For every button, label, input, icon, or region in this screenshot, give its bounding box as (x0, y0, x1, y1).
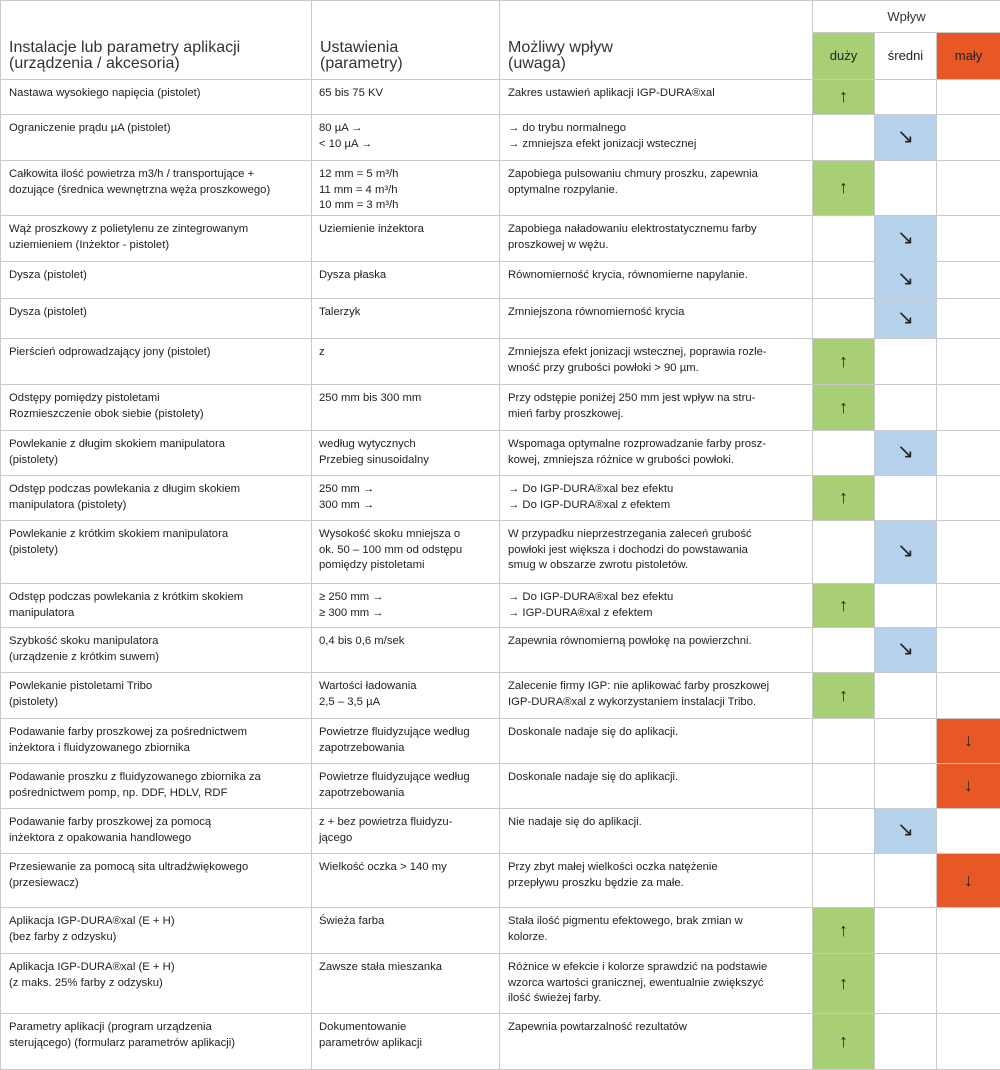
impact-cell-sredni (875, 262, 937, 299)
impact-cell-duzy (813, 339, 875, 385)
param-cell-line: uziemieniem (Inżektor - pistolet) (9, 238, 305, 254)
setting-cell-line: ≥ 300 mm → (319, 606, 493, 622)
impact-cell-duzy (813, 80, 875, 115)
effect-cell-line: kowej, zmniejsza różnice w grubości powłoki. (508, 453, 806, 469)
impact-arrow-icon: ↓ (937, 854, 1000, 907)
setting-cell (312, 764, 500, 809)
effect-cell (500, 262, 813, 299)
effect-cell (500, 764, 813, 809)
impact-cell-sredni (875, 339, 937, 385)
impact-arrow-icon: ↑ (813, 385, 874, 430)
effect-cell (500, 80, 813, 115)
impact-cell-maly (937, 584, 1000, 628)
impact-arrow-icon: ↑ (813, 80, 874, 114)
setting-cell-line: Zawsze stała mieszanka (319, 960, 493, 976)
param-cell-line: sterującego) (formularz parametrów aplikacji) (9, 1036, 305, 1052)
setting-cell-line: parametrów aplikacji (319, 1036, 493, 1052)
param-cell-line: Parametry aplikacji (program urządzenia (9, 1020, 305, 1036)
setting-cell-line: Wartości ładowania (319, 679, 493, 695)
impact-cell-maly (937, 339, 1000, 385)
setting-cell-line: Powietrze fluidyzujące według (319, 725, 493, 741)
effect-cell-line: powłoki jest większa i dochodzi do powstawania (508, 543, 806, 559)
effect-cell (500, 216, 813, 262)
param-cell-line: (pistolety) (9, 695, 305, 711)
param-cell-line: (pistolety) (9, 543, 305, 559)
setting-cell (312, 431, 500, 476)
effect-cell-line: Doskonale nadaje się do aplikacji. (508, 725, 806, 741)
param-cell (1, 954, 312, 1014)
effect-cell (500, 476, 813, 521)
impact-cell-duzy (813, 954, 875, 1014)
table-row (1, 216, 1000, 262)
setting-cell-line: Uziemienie inżektora (319, 222, 493, 238)
param-cell-line: inżektora i fluidyzowanego zbiornika (9, 741, 305, 757)
effect-cell-line: Zmniejszona równomierność krycia (508, 305, 806, 321)
table-row (1, 764, 1000, 809)
setting-cell-line: Wielkość oczka > 140 my (319, 860, 493, 876)
impact-cell-sredni (875, 584, 937, 628)
param-cell-line: manipulatora (9, 606, 305, 622)
effect-cell-line: optymalne rozpylanie. (508, 183, 806, 199)
effect-cell (500, 299, 813, 339)
effect-cell-line: Zalecenie firmy IGP: nie aplikować farby proszkowej (508, 679, 806, 695)
table-row (1, 80, 1000, 115)
effect-cell-line: → Do IGP-DURA®xal z efektem (508, 498, 806, 514)
effect-cell-line: Nie nadaje się do aplikacji. (508, 815, 806, 831)
effect-cell-line: → Do IGP-DURA®xal bez efektu (508, 590, 806, 606)
effect-cell-line: → zmniejsza efekt jonizacji wstecznej (508, 137, 806, 153)
effect-cell-line: → do trybu normalnego (508, 121, 806, 137)
impact-cell-sredni (875, 521, 937, 584)
param-cell-line: Aplikacja IGP-DURA®xal (E + H) (9, 960, 305, 976)
param-cell-line: Ograniczenie prądu µA (pistolet) (9, 121, 305, 137)
setting-cell (312, 339, 500, 385)
param-cell-line: Dysza (pistolet) (9, 305, 305, 321)
impact-arrow-icon: ↘ (875, 431, 936, 475)
table-row (1, 262, 1000, 299)
param-cell-line: dozujące (średnica wewnętrzna węża proszkowego) (9, 183, 305, 199)
setting-cell-line: ≥ 250 mm → (319, 590, 493, 606)
effect-cell-line: wzorca wartości granicznej, ewentualnie zwiększyć (508, 976, 806, 992)
impact-cell-duzy (813, 262, 875, 299)
setting-cell (312, 161, 500, 216)
impact-cell-maly (937, 476, 1000, 521)
setting-cell (312, 80, 500, 115)
impact-cell-duzy (813, 584, 875, 628)
param-cell-line: Powlekanie z długim skokiem manipulatora (9, 437, 305, 453)
effect-cell-line: Równomierność krycia, równomierne napylanie. (508, 268, 806, 284)
param-cell-line: Odstęp podczas powlekania z długim skokiem (9, 482, 305, 498)
effect-cell (500, 339, 813, 385)
setting-cell-line: z (319, 345, 493, 361)
setting-cell-line: Talerzyk (319, 305, 493, 321)
setting-cell (312, 299, 500, 339)
param-cell-line: (przesiewacz) (9, 876, 305, 892)
impact-arrow-icon: ↘ (875, 299, 936, 338)
setting-cell-line: według wytycznych (319, 437, 493, 453)
param-cell (1, 628, 312, 673)
impact-cell-maly (937, 385, 1000, 431)
effect-cell (500, 809, 813, 854)
impact-arrow-icon: ↑ (813, 908, 874, 953)
effect-cell (500, 115, 813, 161)
impact-arrow-icon: ↑ (813, 476, 874, 520)
impact-arrow-icon: ↑ (813, 954, 874, 1013)
setting-cell-line: pomiędzy pistoletami (319, 558, 493, 574)
effect-cell-line: Stała ilość pigmentu efektowego, brak zmian w (508, 914, 806, 930)
param-cell (1, 1014, 312, 1070)
param-cell-line: Podawanie proszku z fluidyzowanego zbiornika za (9, 770, 305, 786)
param-cell-line: Dysza (pistolet) (9, 268, 305, 284)
setting-cell-line: 80 µA → (319, 121, 493, 137)
impact-arrow-icon: ↘ (875, 521, 936, 583)
impact-cell-maly (937, 431, 1000, 476)
effect-cell-line: Różnice w efekcie i kolorze sprawdzić na podstawie (508, 960, 806, 976)
impact-cell-maly (937, 262, 1000, 299)
impact-arrow-icon: ↘ (875, 628, 936, 672)
setting-cell (312, 115, 500, 161)
header-setting: Ustawienia (parametry) (312, 1, 500, 80)
setting-cell-line: jącego (319, 831, 493, 847)
table-row (1, 673, 1000, 719)
effect-cell-line: Zapobiega naładowaniu elektrostatycznemu farby (508, 222, 806, 238)
impact-cell-maly (937, 1014, 1000, 1070)
setting-cell-line: 0,4 bis 0,6 m/sek (319, 634, 493, 650)
param-cell-line: pośrednictwem pomp, np. DDF, HDLV, RDF (9, 786, 305, 802)
impact-cell-sredni (875, 80, 937, 115)
impact-cell-maly (937, 628, 1000, 673)
impact-arrow-icon: ↓ (937, 719, 1000, 763)
param-cell (1, 908, 312, 954)
table-row (1, 854, 1000, 908)
effect-cell-line: → IGP-DURA®xal z efektem (508, 606, 806, 622)
impact-cell-sredni (875, 115, 937, 161)
setting-cell (312, 954, 500, 1014)
setting-cell (312, 628, 500, 673)
impact-arrow-icon: ↘ (875, 262, 936, 298)
setting-cell (312, 584, 500, 628)
impact-cell-maly (937, 908, 1000, 954)
effect-cell (500, 719, 813, 764)
header-level-sredni: średni (875, 33, 937, 80)
table-row (1, 339, 1000, 385)
effect-cell-line: Wspomaga optymalne rozprowadzanie farby prosz- (508, 437, 806, 453)
impact-cell-duzy (813, 299, 875, 339)
impact-cell-sredni (875, 854, 937, 908)
impact-cell-maly (937, 521, 1000, 584)
setting-cell-line: 2,5 – 3,5 µA (319, 695, 493, 711)
setting-cell (312, 262, 500, 299)
setting-cell (312, 908, 500, 954)
param-cell (1, 431, 312, 476)
param-cell (1, 673, 312, 719)
param-cell-line: Przesiewanie za pomocą sita ultradźwiękowego (9, 860, 305, 876)
param-cell (1, 584, 312, 628)
effect-cell-line: → Do IGP-DURA®xal bez efektu (508, 482, 806, 498)
param-cell-line: Aplikacja IGP-DURA®xal (E + H) (9, 914, 305, 930)
setting-cell (312, 216, 500, 262)
setting-cell-line: Wysokość skoku mniejsza o (319, 527, 493, 543)
param-cell-line: Odstępy pomiędzy pistoletami (9, 391, 305, 407)
setting-cell-line: ok. 50 – 100 mm od odstępu (319, 543, 493, 559)
param-cell (1, 385, 312, 431)
param-cell (1, 262, 312, 299)
param-cell-line: Powlekanie pistoletami Tribo (9, 679, 305, 695)
param-cell-line: inżektora z opakowania handlowego (9, 831, 305, 847)
impact-cell-sredni (875, 908, 937, 954)
impact-cell-duzy (813, 476, 875, 521)
impact-cell-duzy (813, 673, 875, 719)
effect-cell-line: proszkowej w wężu. (508, 238, 806, 254)
table-row (1, 161, 1000, 216)
table-row (1, 584, 1000, 628)
impact-cell-sredni (875, 764, 937, 809)
impact-arrow-icon: ↑ (813, 339, 874, 384)
impact-arrow-icon: ↑ (813, 673, 874, 718)
effect-cell-line: Przy zbyt małej wielkości oczka natężenie (508, 860, 806, 876)
param-cell-line: Podawanie farby proszkowej za pośrednictwem (9, 725, 305, 741)
impact-cell-maly (937, 115, 1000, 161)
effect-cell-line: Zapobiega pulsowaniu chmury proszku, zapewnia (508, 167, 806, 183)
setting-cell-line: 10 mm = 3 m³/h (319, 198, 493, 214)
table-row (1, 628, 1000, 673)
impact-arrow-icon: ↓ (937, 764, 1000, 808)
impact-cell-maly (937, 854, 1000, 908)
table-row (1, 809, 1000, 854)
param-cell-line: Odstęp podczas powlekania z krótkim skokiem (9, 590, 305, 606)
impact-cell-duzy (813, 1014, 875, 1070)
impact-arrow-icon: ↑ (813, 1014, 874, 1069)
param-cell-line: manipulatora (pistolety) (9, 498, 305, 514)
effect-cell-line: W przypadku nieprzestrzegania zaleceń grubość (508, 527, 806, 543)
setting-cell-line: zapotrzebowania (319, 786, 493, 802)
table-row (1, 299, 1000, 339)
setting-cell (312, 854, 500, 908)
effect-cell-line: Przy odstępie poniżej 250 mm jest wpływ na stru- (508, 391, 806, 407)
table-row (1, 385, 1000, 431)
setting-cell-line: zapotrzebowania (319, 741, 493, 757)
impact-cell-duzy (813, 216, 875, 262)
impact-cell-duzy (813, 115, 875, 161)
param-cell-line: Całkowita ilość powietrza m3/h / transportujące + (9, 167, 305, 183)
param-cell-line: (pistolety) (9, 453, 305, 469)
impact-cell-sredni (875, 385, 937, 431)
table-row (1, 954, 1000, 1014)
impact-cell-maly (937, 161, 1000, 216)
effect-cell-line: smug w obszarze zwrotu pistoletów. (508, 558, 806, 574)
effect-cell-line: Zapewnia równomierną powłokę na powierzchni. (508, 634, 806, 650)
effect-cell-line: mień farby proszkowej. (508, 407, 806, 423)
setting-cell (312, 385, 500, 431)
effect-cell (500, 584, 813, 628)
impact-cell-duzy (813, 431, 875, 476)
effect-cell (500, 1014, 813, 1070)
effect-cell-line: Zakres ustawień aplikacji IGP-DURA®xal (508, 86, 806, 102)
impact-arrow-icon: ↘ (875, 216, 936, 261)
impact-cell-duzy (813, 764, 875, 809)
impact-cell-duzy (813, 385, 875, 431)
setting-cell-line: < 10 µA → (319, 137, 493, 153)
table-row (1, 115, 1000, 161)
param-cell (1, 339, 312, 385)
impact-cell-maly (937, 809, 1000, 854)
setting-cell-line: 250 mm → (319, 482, 493, 498)
impact-cell-sredni (875, 719, 937, 764)
impact-cell-sredni (875, 809, 937, 854)
setting-cell-line: Przebieg sinusoidalny (319, 453, 493, 469)
impact-cell-sredni (875, 431, 937, 476)
param-cell-line: (urządzenie z krótkim suwem) (9, 650, 305, 666)
header-impact-title: Wpływ (813, 1, 1000, 33)
impact-cell-duzy (813, 161, 875, 216)
effect-cell-line: kolorze. (508, 930, 806, 946)
impact-cell-duzy (813, 521, 875, 584)
header-level-duzy: duży (813, 33, 875, 80)
impact-cell-maly (937, 764, 1000, 809)
setting-cell (312, 673, 500, 719)
impact-arrow-icon: ↑ (813, 161, 874, 215)
header-level-maly: mały (937, 33, 1000, 80)
effect-cell-line: ilość świeżej farby. (508, 991, 806, 1007)
effect-cell-line: wność przy grubości powłoki > 90 µm. (508, 361, 806, 377)
param-cell-line: Nastawa wysokiego napięcia (pistolet) (9, 86, 305, 102)
impact-arrow-icon: ↘ (875, 115, 936, 160)
effect-cell (500, 908, 813, 954)
setting-cell (312, 1014, 500, 1070)
param-cell (1, 764, 312, 809)
setting-cell-line: Powietrze fluidyzujące według (319, 770, 493, 786)
effect-cell-line: IGP-DURA®xal z wykorzystaniem instalacji Tribo. (508, 695, 806, 711)
param-cell (1, 299, 312, 339)
table-row (1, 521, 1000, 584)
effect-cell-line: Zmniejsza efekt jonizacji wstecznej, poprawia rozle- (508, 345, 806, 361)
table-row (1, 719, 1000, 764)
header-param: Instalacje lub parametry aplikacji (urządzenia / akcesoria) (1, 1, 312, 80)
impact-cell-maly (937, 216, 1000, 262)
effect-cell (500, 161, 813, 216)
setting-cell-line: z + bez powietrza fluidyzu- (319, 815, 493, 831)
impact-cell-sredni (875, 954, 937, 1014)
impact-cell-duzy (813, 719, 875, 764)
param-cell (1, 719, 312, 764)
param-cell-line: Wąż proszkowy z polietylenu ze zintegrowanym (9, 222, 305, 238)
impact-cell-maly (937, 673, 1000, 719)
param-cell-line: Szybkość skoku manipulatora (9, 634, 305, 650)
setting-cell-line: Dokumentowanie (319, 1020, 493, 1036)
effect-cell (500, 854, 813, 908)
effect-cell-line: Doskonale nadaje się do aplikacji. (508, 770, 806, 786)
impact-cell-sredni (875, 299, 937, 339)
effect-cell-line: Zapewnia powtarzalność rezultatów (508, 1020, 806, 1036)
param-cell (1, 80, 312, 115)
impact-cell-sredni (875, 628, 937, 673)
param-cell-line: Podawanie farby proszkowej za pomocą (9, 815, 305, 831)
param-cell-line: Pierścień odprowadzający jony (pistolet) (9, 345, 305, 361)
effect-cell (500, 628, 813, 673)
param-cell-line: (z maks. 25% farby z odzysku) (9, 976, 305, 992)
param-cell-line: Rozmieszczenie obok siebie (pistolety) (9, 407, 305, 423)
impact-cell-maly (937, 719, 1000, 764)
impact-cell-sredni (875, 1014, 937, 1070)
effect-cell (500, 954, 813, 1014)
table-row (1, 476, 1000, 521)
param-cell (1, 115, 312, 161)
setting-cell (312, 476, 500, 521)
effect-cell-line: przepływu proszku będzie za małe. (508, 876, 806, 892)
impact-arrow-icon: ↑ (813, 584, 874, 627)
impact-arrow-icon: ↘ (875, 809, 936, 853)
effect-cell (500, 385, 813, 431)
setting-cell-line: Świeża farba (319, 914, 493, 930)
setting-cell-line: 250 mm bis 300 mm (319, 391, 493, 407)
table-row (1, 431, 1000, 476)
param-cell (1, 161, 312, 216)
impact-cell-maly (937, 954, 1000, 1014)
setting-cell-line: 65 bis 75 KV (319, 86, 493, 102)
table-row (1, 908, 1000, 954)
impact-cell-sredni (875, 161, 937, 216)
header-effect: Możliwy wpływ (uwaga) (500, 1, 813, 80)
impact-cell-duzy (813, 809, 875, 854)
table-row (1, 1014, 1000, 1070)
param-cell (1, 216, 312, 262)
param-cell-line: (bez farby z odzysku) (9, 930, 305, 946)
impact-cell-sredni (875, 216, 937, 262)
effect-cell (500, 521, 813, 584)
impact-cell-sredni (875, 476, 937, 521)
setting-cell (312, 521, 500, 584)
impact-cell-duzy (813, 908, 875, 954)
impact-cell-maly (937, 80, 1000, 115)
setting-cell (312, 719, 500, 764)
param-cell-line: Powlekanie z krótkim skokiem manipulatora (9, 527, 305, 543)
impact-cell-duzy (813, 854, 875, 908)
param-cell (1, 521, 312, 584)
effect-cell (500, 431, 813, 476)
param-cell (1, 809, 312, 854)
effect-cell (500, 673, 813, 719)
impact-cell-sredni (875, 673, 937, 719)
param-cell (1, 476, 312, 521)
setting-cell-line: Dysza płaska (319, 268, 493, 284)
setting-cell-line: 11 mm = 4 m³/h (319, 183, 493, 199)
impact-cell-duzy (813, 628, 875, 673)
setting-cell-line: 12 mm = 5 m³/h (319, 167, 493, 183)
param-cell (1, 854, 312, 908)
impact-cell-maly (937, 299, 1000, 339)
setting-cell-line: 300 mm → (319, 498, 493, 514)
setting-cell (312, 809, 500, 854)
